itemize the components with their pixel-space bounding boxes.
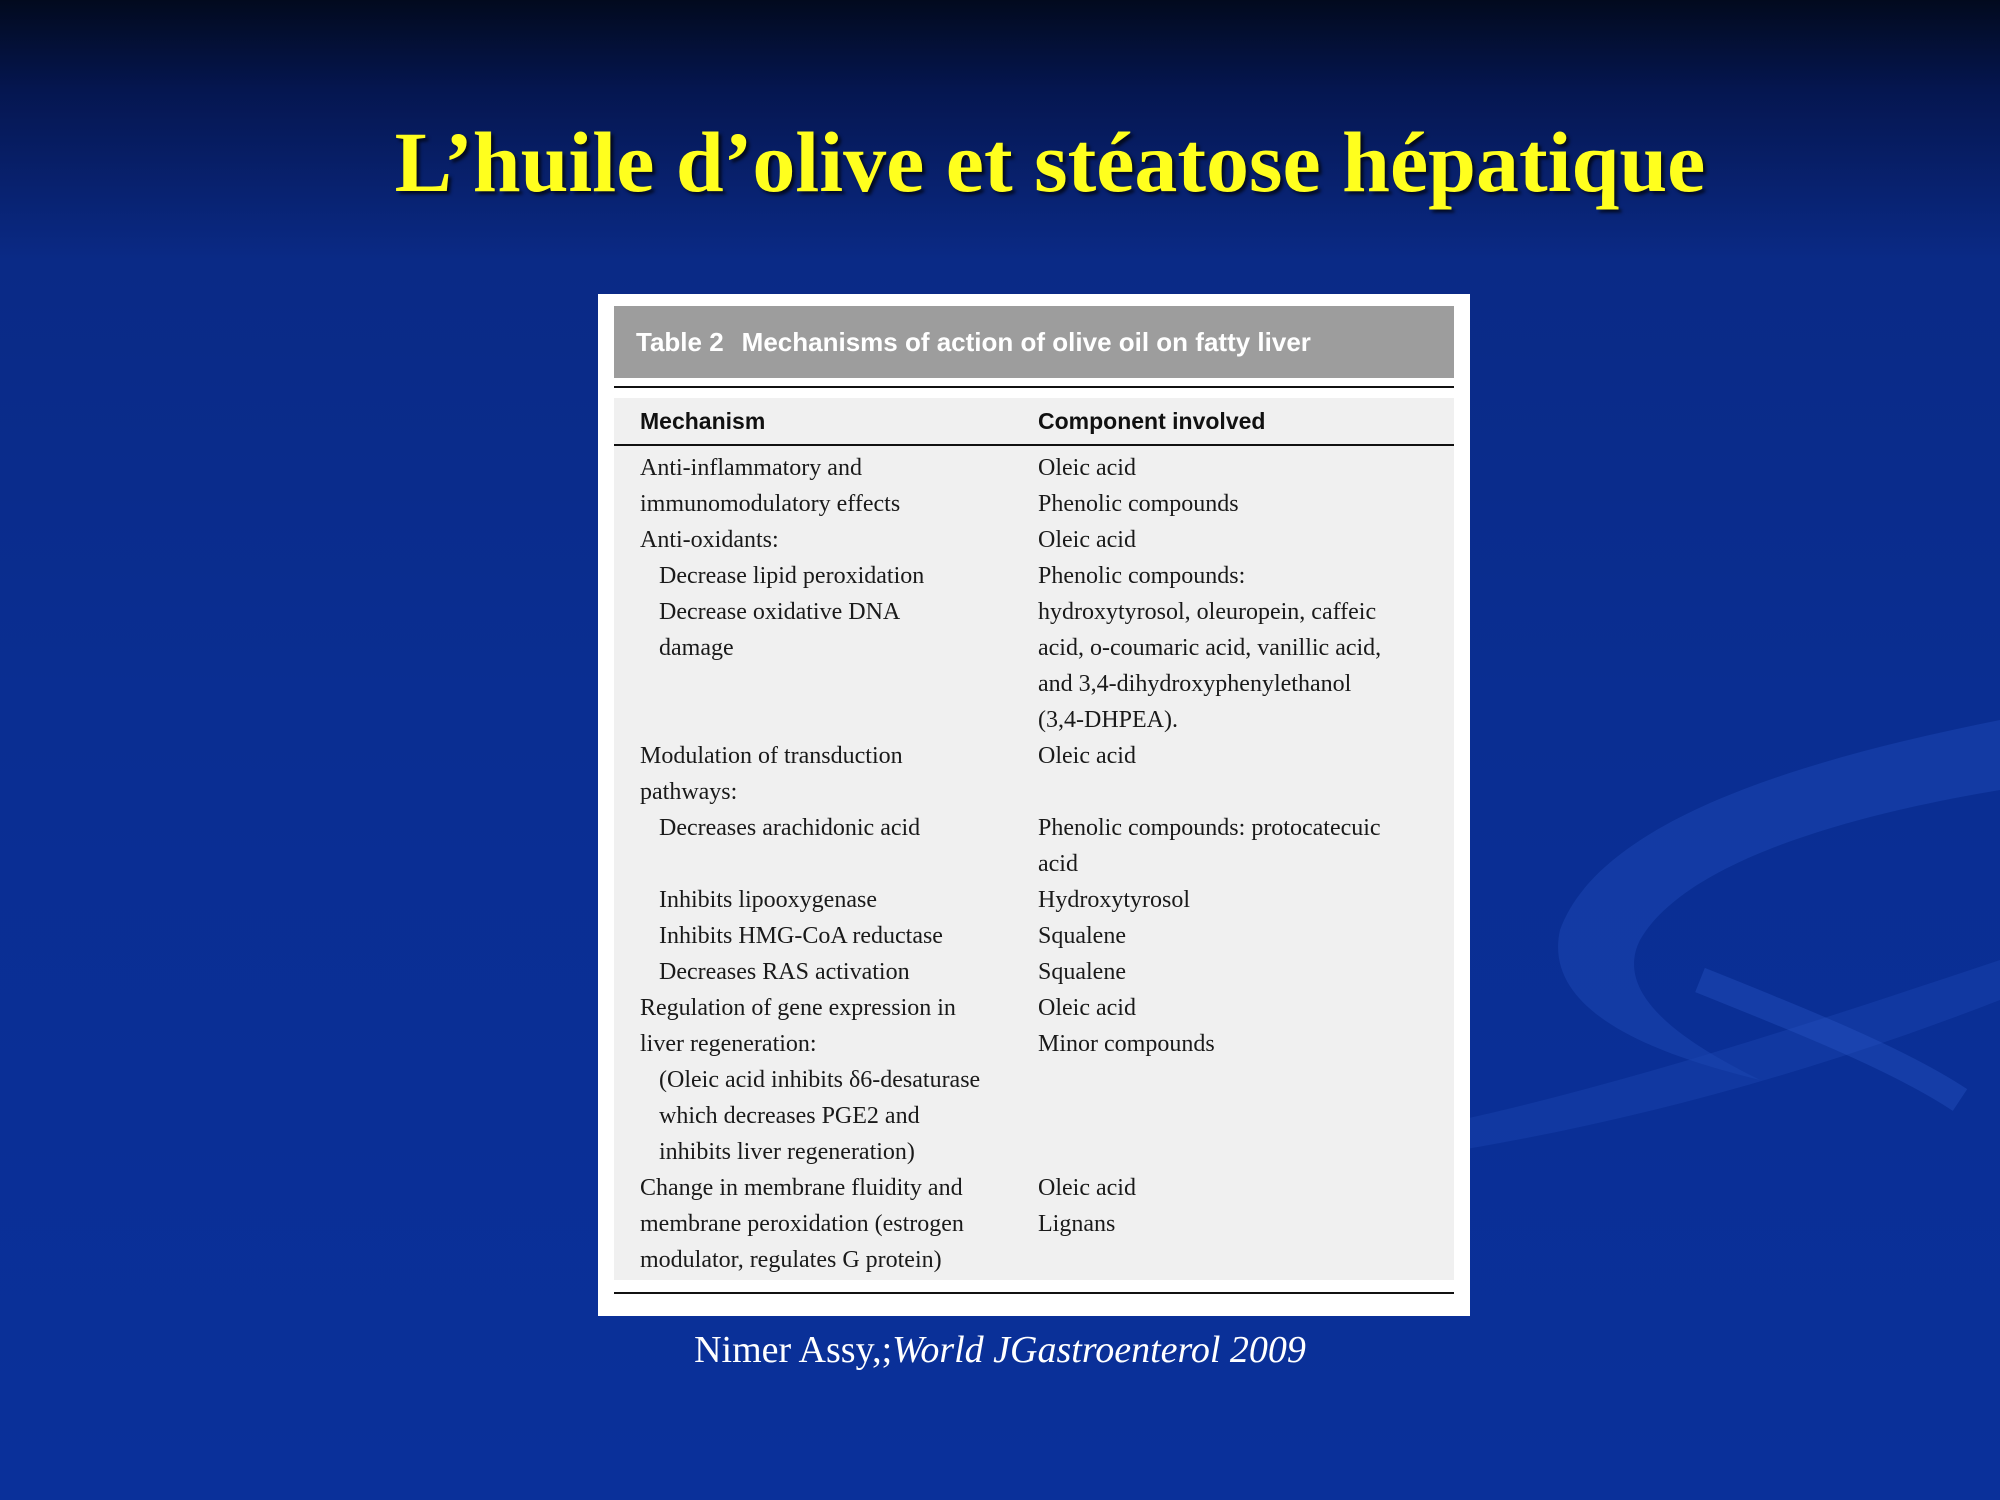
mechanism-line: Anti-inflammatory and	[640, 455, 862, 481]
mechanism-line: inhibits liver regeneration)	[659, 1139, 915, 1165]
component-line: Squalene	[1038, 959, 1126, 985]
component-line: and 3,4-dihydroxyphenylethanol	[1038, 671, 1352, 697]
mechanism-line: Anti-oxidants:	[640, 527, 779, 553]
component-line: hydroxytyrosol, oleuropein, caffeic	[1038, 599, 1377, 625]
table-header-row	[614, 398, 1454, 446]
table-figure	[598, 294, 1470, 1316]
component-line: Oleic acid	[1038, 995, 1136, 1021]
component-line: Phenolic compounds:	[1038, 563, 1246, 589]
mechanism-line: membrane peroxidation (estrogen	[640, 1211, 964, 1237]
mechanism-line: liver regeneration:	[640, 1031, 817, 1057]
mechanism-line: Regulation of gene expression in	[640, 995, 956, 1021]
component-line: Squalene	[1038, 923, 1126, 949]
component-line: acid, o-coumaric acid, vanillic acid,	[1038, 635, 1382, 661]
table-caption-text: Mechanisms of action of olive oil on fatty liver	[741, 327, 1311, 357]
mechanism-line: damage	[659, 635, 734, 661]
mechanism-line: pathways:	[640, 779, 738, 805]
table-number: Table 2	[636, 327, 724, 357]
mechanism-line: (Oleic acid inhibits δ6-desaturase	[659, 1067, 981, 1093]
mechanism-line: Modulation of transduction	[640, 743, 903, 769]
component-line: Oleic acid	[1038, 1175, 1136, 1201]
component-line: Hydroxytyrosol	[1038, 887, 1190, 913]
mechanism-line: immunomodulatory effects	[640, 491, 901, 517]
mechanism-line: which decreases PGE2 and	[659, 1103, 920, 1129]
component-line: acid	[1038, 851, 1078, 877]
mechanism-line: Inhibits lipooxygenase	[659, 887, 877, 913]
mechanism-line: Decreases RAS activation	[659, 959, 910, 985]
component-line: Phenolic compounds	[1038, 491, 1239, 517]
mechanism-line: Decrease lipid peroxidation	[659, 563, 925, 589]
mechanisms-table	[614, 398, 1454, 1280]
table-caption	[614, 306, 1454, 378]
citation-author: Nimer Assy,;	[694, 1329, 893, 1371]
component-line: Oleic acid	[1038, 743, 1136, 769]
header-component: Component involved	[1038, 408, 1266, 434]
caption-rule	[614, 386, 1454, 388]
slide-title: L’huile d’olive et stéatose hépatique	[394, 114, 1706, 210]
mechanism-line: Decreases arachidonic acid	[659, 815, 921, 841]
mechanism-line: modulator, regulates G protein)	[640, 1247, 942, 1273]
citation	[0, 1328, 2000, 1372]
citation-journal: World JGastroenterol 2009	[892, 1329, 1306, 1371]
component-line: Minor compounds	[1038, 1031, 1215, 1057]
mechanism-line: Decrease oxidative DNA	[659, 599, 901, 625]
table-bottom-rule	[614, 1292, 1454, 1294]
component-line: Lignans	[1038, 1211, 1116, 1237]
component-line: Oleic acid	[1038, 527, 1136, 553]
mechanism-line: Change in membrane fluidity and	[640, 1175, 963, 1201]
component-line: Oleic acid	[1038, 455, 1136, 481]
header-mechanism: Mechanism	[640, 408, 766, 434]
mechanism-line: Inhibits HMG-CoA reductase	[659, 923, 943, 949]
component-line: Phenolic compounds: protocatecuic	[1038, 815, 1381, 841]
component-line: (3,4-DHPEA).	[1038, 707, 1178, 733]
